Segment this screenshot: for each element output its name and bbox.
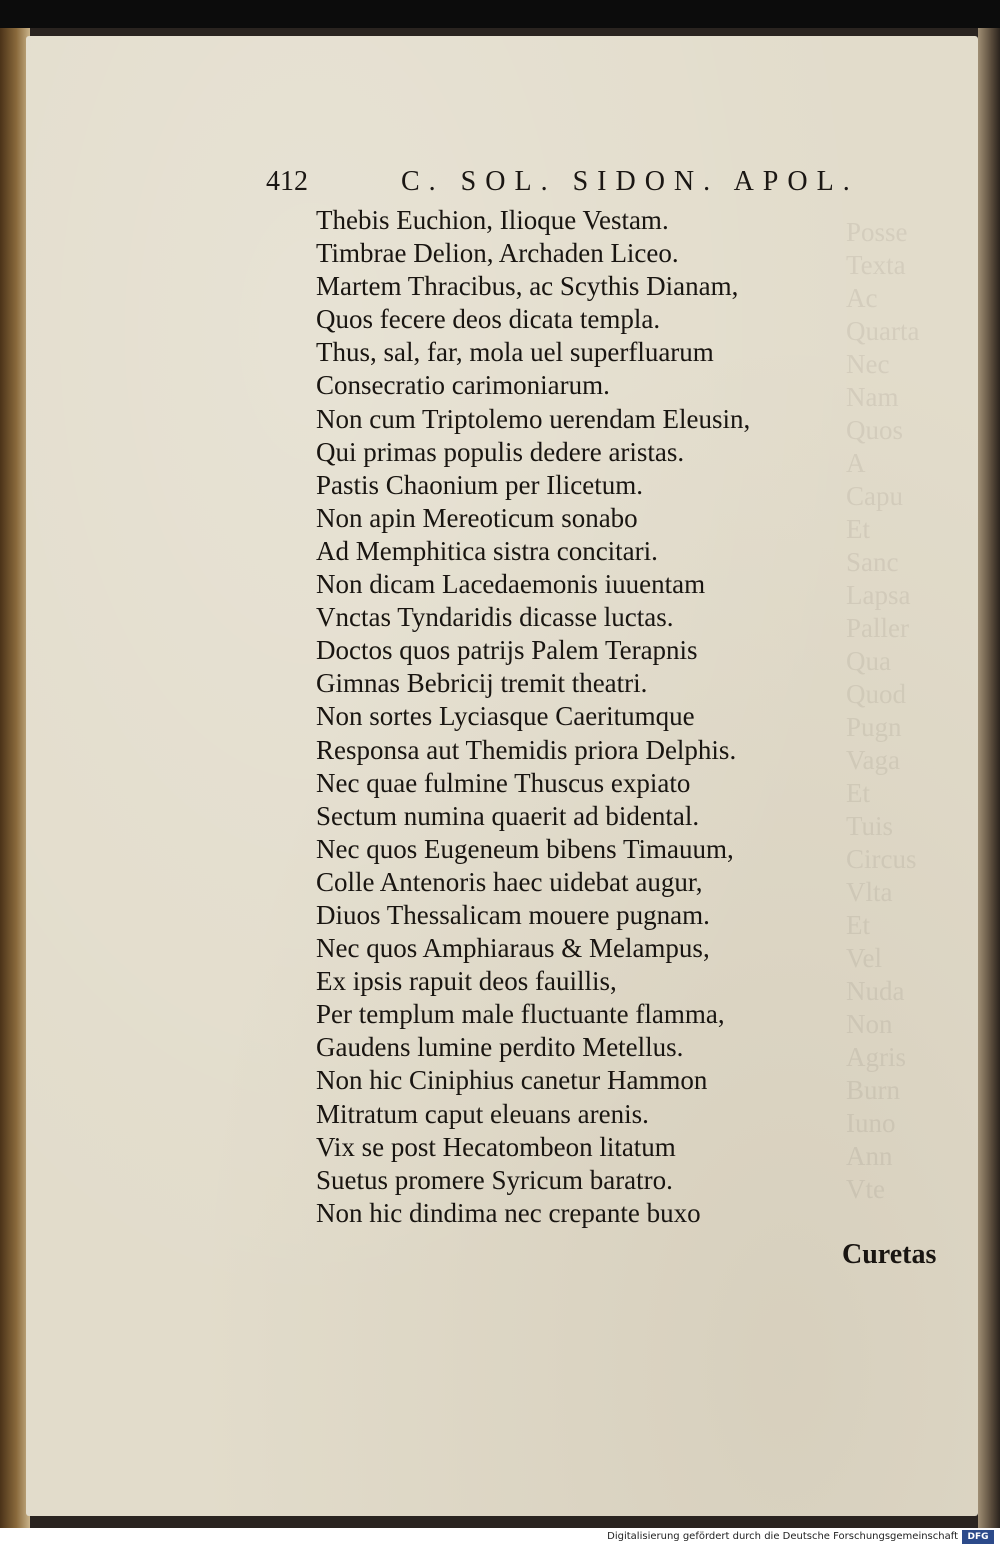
dfg-logo-icon: DFG — [962, 1530, 994, 1544]
verse-line: Mitratum caput eleuans arenis. — [316, 1098, 649, 1129]
verse-line: Diuos Thessalicam mouere pugnam. — [316, 899, 710, 930]
verse-line: Vnctas Tyndaridis dicasse luctas. — [316, 602, 674, 633]
verse-line: Thebis Euchion, Ilioque Vestam. — [316, 205, 669, 235]
verse-line: Ad Memphitica sistra concitari. — [316, 535, 658, 566]
show-through-decoration: Posse Texta Ac Quarta Nec Nam Quos A Capu Et Sanc Lapsa Paller Qua Quod Pugn Vaga Et Tuis Circus Vlta Et Vel Nuda Non Agris Burn Iuno Ann Vte — [846, 217, 920, 1204]
verse-line: Nec quos Amphiaraus & Melampus, — [316, 933, 710, 964]
verse-line: Non hic Ciniphius canetur Hammon — [316, 1065, 708, 1096]
verse-line: Non hic dindima nec crepante buxo — [316, 1197, 701, 1228]
verse-line: Nec quae fulmine Thuscus expiato — [316, 767, 691, 798]
scan-area — [0, 28, 1000, 1528]
page-number: 412 — [266, 166, 308, 197]
verse-line: Thus, sal, far, mola uel superfluarum — [316, 337, 714, 368]
book-edge-right — [978, 28, 1000, 1528]
verse-line: Non cum Triptolemo uerendam Eleusin, — [316, 403, 751, 434]
verse-line: Martem Thracibus, ac Scythis Dianam, — [316, 271, 739, 302]
top-scan-border — [0, 0, 1000, 28]
verse-line: Nec quos Eugeneum bibens Timauum, — [316, 833, 734, 864]
verse-line: Gimnas Bebricij tremit theatri. — [316, 668, 648, 699]
page-header — [266, 166, 906, 206]
footer-bar — [0, 1528, 1000, 1548]
catchword: Curetas — [842, 1239, 937, 1270]
verse-line: Sectum numina quaerit ad bidental. — [316, 800, 700, 831]
verse-line: Non sortes Lyciasque Caeritumque — [316, 701, 695, 732]
verse-line: Qui primas populis dedere aristas. — [316, 436, 685, 467]
verse-line: Gaudens lumine perdito Metellus. — [316, 1032, 684, 1063]
running-head: C. SOL. SIDON. APOL. — [401, 166, 859, 197]
funding-note: Digitalisierung gefördert durch die Deutsche Forschungsgemeinschaft — [607, 1531, 958, 1542]
verse-line: Timbrae Delion, Archaden Liceo. — [316, 238, 679, 269]
verse-line: Colle Antenoris haec uidebat augur, — [316, 866, 703, 897]
verse-line: Non apin Mereoticum sonabo — [316, 502, 638, 533]
verse-line: Ex ipsis rapuit deos fauillis, — [316, 966, 617, 997]
verse-block — [316, 204, 916, 1230]
verse-line: Pastis Chaonium per Ilicetum. — [316, 469, 643, 500]
verse-line: Suetus promere Syricum baratro. — [316, 1164, 673, 1195]
verse-line: Quos fecere deos dicata templa. — [316, 304, 661, 335]
page-paper — [26, 36, 978, 1516]
verse-line: Doctos quos patrijs Palem Terapnis — [316, 635, 698, 666]
verse-line: Responsa aut Themidis priora Delphis. — [316, 734, 737, 765]
verse-line: Vix se post Hecatombeon litatum — [316, 1131, 676, 1162]
verse-line: Non dicam Lacedaemonis iuuentam — [316, 569, 706, 600]
verse-line: Consecratio carimoniarum. — [316, 370, 610, 401]
verse-line: Per templum male fluctuante flamma, — [316, 999, 725, 1030]
